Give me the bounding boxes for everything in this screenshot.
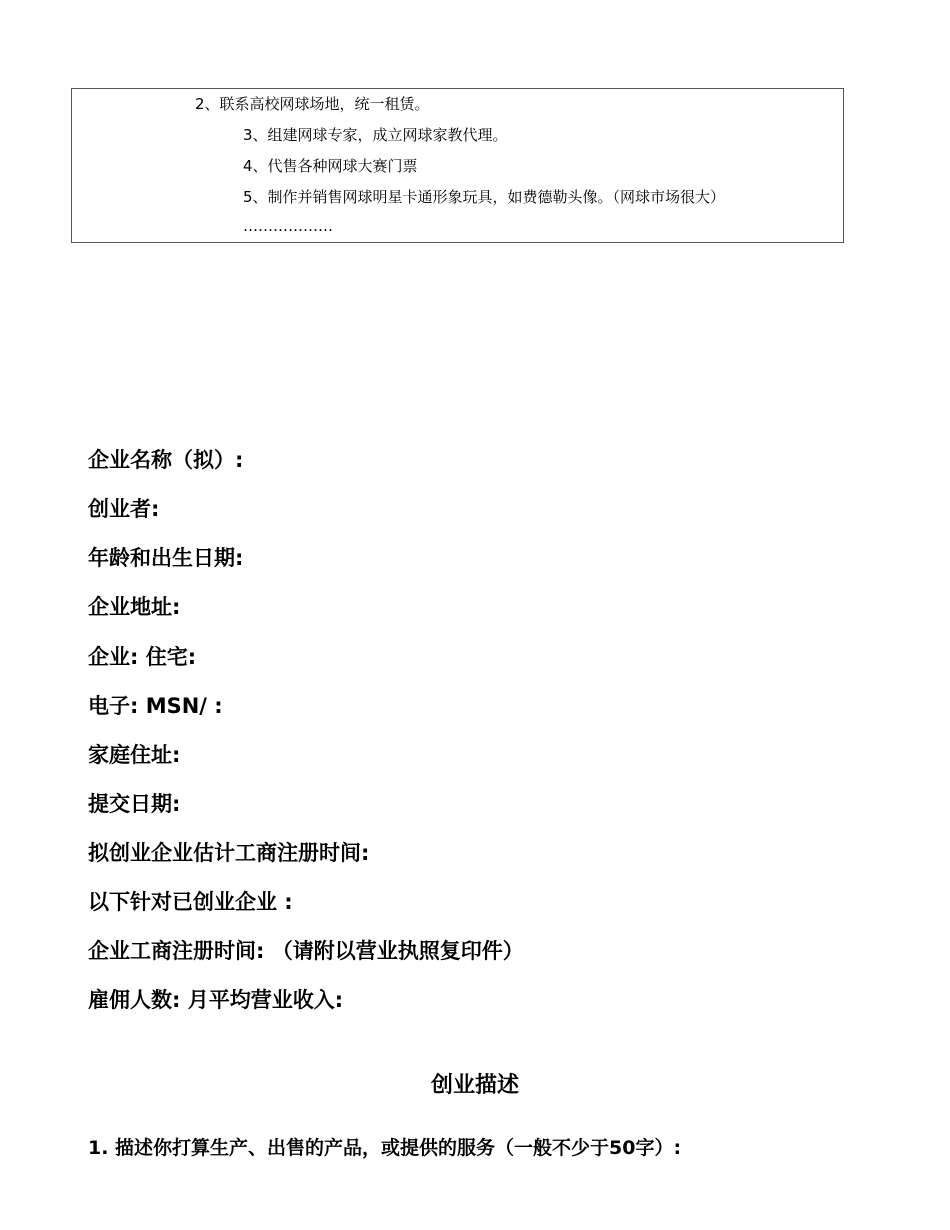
service-line-5: 5、制作并销售网球明星卡通形象玩具，如费德勒头像。（网球市场很大） — [243, 188, 726, 206]
field-existing-company-note: 以下针对已创业企业 : — [88, 890, 293, 914]
field-email-msn: 电子: MSN/ : — [88, 694, 223, 718]
question-1: 1. 描述你打算生产、出售的产品，或提供的服务（一般不少于50字）: — [88, 1137, 682, 1159]
service-line-ellipsis: ……………… — [243, 217, 333, 235]
field-employees-revenue: 雇佣人数: 月平均营业收入: — [88, 988, 344, 1012]
field-company-name: 企业名称（拟）: — [88, 448, 244, 472]
field-home-address: 家庭住址: — [88, 743, 181, 767]
field-registration-estimate: 拟创业企业估计工商注册时间: — [88, 841, 370, 865]
service-line-2: 2、联系高校网球场地，统一租赁。 — [195, 95, 430, 113]
field-submit-date: 提交日期: — [88, 792, 181, 816]
field-company-address: 企业地址: — [88, 595, 181, 619]
field-founder: 创业者: — [88, 497, 160, 521]
services-list-box — [71, 88, 844, 243]
service-line-4: 4、代售各种网球大赛门票 — [243, 157, 418, 175]
field-registration-time: 企业工商注册时间: （请附以营业执照复印件） — [88, 939, 524, 963]
field-age-birthdate: 年龄和出生日期: — [88, 546, 244, 570]
section-title: 创业描述 — [430, 1073, 519, 1098]
service-line-3: 3、组建网球专家，成立网球家教代理。 — [243, 126, 508, 144]
field-company-residence: 企业: 住宅: — [88, 645, 197, 669]
